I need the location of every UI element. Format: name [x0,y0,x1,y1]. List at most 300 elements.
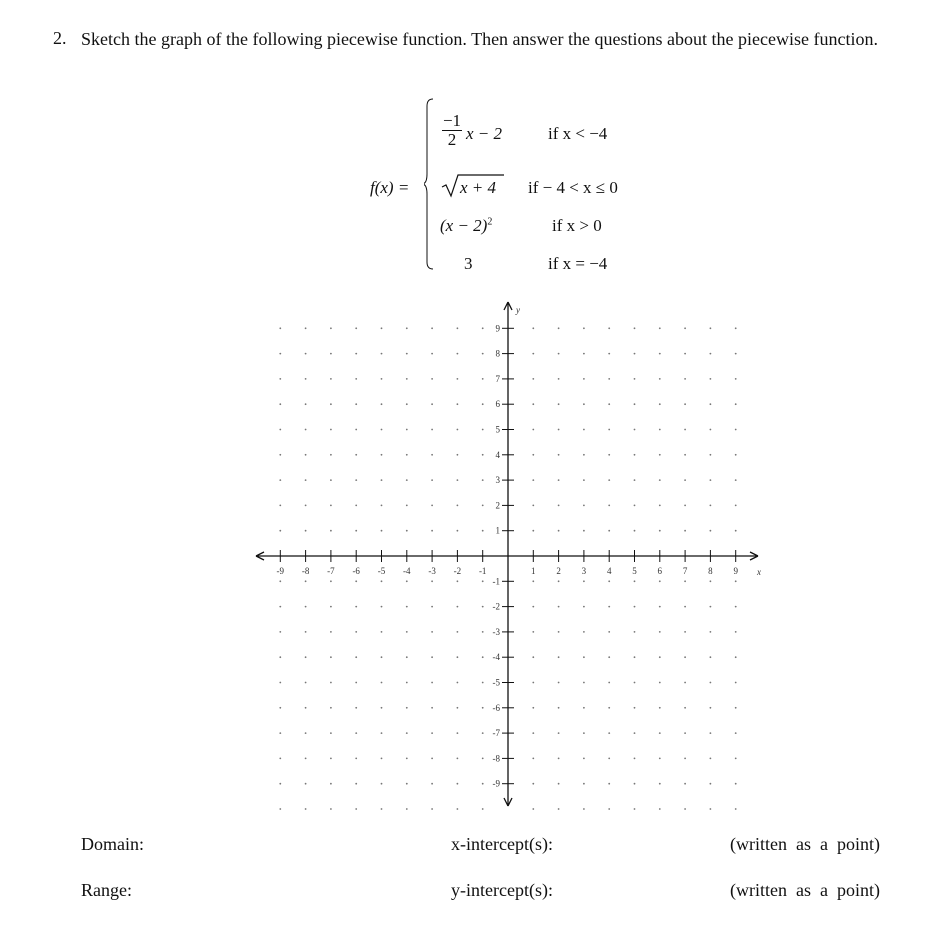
grid-dot [406,378,408,380]
grid-dot [355,505,357,507]
grid-dot [406,758,408,760]
grid-dot [482,327,484,329]
grid-dot [482,580,484,582]
y-tick-label: 8 [495,348,500,359]
grid-dot [431,479,433,481]
grid-dot [684,707,686,709]
grid-dot [735,530,737,532]
grid-dot [558,429,560,431]
grid-dot [330,783,332,785]
grid-dot [355,403,357,405]
y-tick-label: -2 [492,601,500,612]
grid-dot [305,403,307,405]
grid-dot [735,707,737,709]
grid-dot [457,429,459,431]
grid-dot [482,606,484,608]
grid-dot [710,758,712,760]
grid-dot [608,378,610,380]
grid-dot [608,353,610,355]
y-axis-label: y [516,305,520,315]
grid-dot [659,707,661,709]
grid-dot [634,606,636,608]
grid-dot [279,758,281,760]
grid-dot [532,353,534,355]
grid-dot [558,606,560,608]
grid-dot [710,732,712,734]
grid-dot [608,454,610,456]
y-tick-label: 4 [495,449,500,460]
grid-dot [684,353,686,355]
grid-dot [482,682,484,684]
grid-dot [381,682,383,684]
grid-dot [431,580,433,582]
y-tick-label: 1 [495,525,500,536]
piece-3-base: (x − 2) [440,216,488,235]
grid-dot [735,505,737,507]
grid-dot [583,631,585,633]
grid-dot [305,429,307,431]
grid-dot [431,783,433,785]
grid-dot [279,606,281,608]
grid-dot [330,758,332,760]
grid-dot [330,378,332,380]
grid-dot [406,606,408,608]
grid-dot [355,758,357,760]
grid-dot [532,530,534,532]
grid-dot [431,631,433,633]
grid-dot [431,732,433,734]
grid-dot [279,378,281,380]
grid-dot [532,783,534,785]
grid-dot [431,606,433,608]
grid-dot [659,327,661,329]
grid-dot [634,732,636,734]
grid-dot [735,580,737,582]
grid-dot [355,707,357,709]
grid-dot [659,353,661,355]
grid-dot [381,656,383,658]
grid-dot [457,707,459,709]
grid-dot [532,656,534,658]
grid-dot [381,479,383,481]
y-tick-label: -5 [492,677,500,688]
grid-dot [558,530,560,532]
y-tick-label: -6 [492,702,500,713]
grid-dot [735,808,737,810]
grid-dot [634,403,636,405]
grid-dot [583,758,585,760]
grid-dot [659,631,661,633]
grid-dot [659,656,661,658]
grid-dot [558,758,560,760]
grid-dot [381,378,383,380]
grid-dot [381,429,383,431]
grid-dot [608,327,610,329]
grid-dot [558,454,560,456]
grid-dot [558,327,560,329]
grid-dot [330,707,332,709]
grid-dot [330,732,332,734]
grid-dot [684,505,686,507]
grid-dot [330,530,332,532]
grid-dot [381,606,383,608]
grid-dot [634,631,636,633]
grid-dot [431,505,433,507]
grid-dot [634,327,636,329]
grid-dot [659,732,661,734]
grid-dot [558,707,560,709]
grid-dot [457,656,459,658]
grid-dot [608,429,610,431]
grid-dot [583,530,585,532]
grid-dot [608,758,610,760]
grid-dot [305,580,307,582]
grid-dot [431,707,433,709]
grid-dot [457,327,459,329]
grid-dot [532,454,534,456]
grid-dot [381,505,383,507]
grid-dot [482,656,484,658]
grid-dot [406,429,408,431]
x-tick-label: 8 [708,566,713,576]
grid-dot [735,682,737,684]
grid-dot [558,682,560,684]
grid-dot [406,479,408,481]
x-tick-label: 3 [581,566,587,576]
grid-dot [735,783,737,785]
grid-dot [330,353,332,355]
grid-dot [457,479,459,481]
grid-dot [608,479,610,481]
grid-dot [583,707,585,709]
x-tick-label: -9 [276,566,285,576]
grid-dot [735,631,737,633]
piece-1-numerator: −1 [442,111,462,130]
grid-dot [305,378,307,380]
grid-dot [684,808,686,810]
grid-dot [305,732,307,734]
grid-dot [634,353,636,355]
grid-dot [431,403,433,405]
grid-dot [735,327,737,329]
grid-dot [330,631,332,633]
x-tick-label: 5 [632,566,637,576]
grid-dot [457,580,459,582]
grid-dot [279,505,281,507]
grid-dot [684,530,686,532]
grid-dot [608,580,610,582]
grid-dot [482,429,484,431]
piece-1-condition: if x < −4 [548,124,608,143]
grid-dot [482,505,484,507]
grid-dot [634,656,636,658]
grid-dot [608,783,610,785]
grid-dot [355,429,357,431]
grid-dot [684,606,686,608]
x-tick-label: -4 [403,566,411,576]
grid-dot [431,353,433,355]
grid-dot [710,530,712,532]
function-label: f(x) = [370,178,410,197]
x-intercepts-label: x-intercept(s): [451,834,553,854]
grid-dot [381,631,383,633]
grid-dot [634,783,636,785]
grid-dot [431,758,433,760]
grid-dot [279,403,281,405]
grid-dot [659,606,661,608]
grid-dot [381,454,383,456]
domain-label: Domain: [81,834,144,854]
grid-dot [457,403,459,405]
grid-dot [684,732,686,734]
grid-dot [583,403,585,405]
grid-dot [330,580,332,582]
piece-2-expression: x + 4 [460,178,497,197]
grid-dot [710,580,712,582]
grid-dot [381,530,383,532]
grid-dot [457,606,459,608]
grid-dot [406,631,408,633]
grid-dot [659,429,661,431]
x-tick-label: 1 [531,566,536,576]
grid-dot [634,378,636,380]
grid-dot [279,732,281,734]
grid-dot [684,580,686,582]
y-tick-label: -9 [492,778,500,789]
grid-dot [532,732,534,734]
grid-dot [406,682,408,684]
grid-dot [735,403,737,405]
grid-dot [583,353,585,355]
piece-3-exponent: 2 [487,216,493,228]
grid-dot [583,682,585,684]
grid-dot [279,353,281,355]
grid-dot [684,454,686,456]
grid-dot [355,783,357,785]
grid-dot [406,454,408,456]
grid-dot [355,631,357,633]
grid-dot [659,403,661,405]
grid-dot [305,783,307,785]
grid-dot [330,505,332,507]
grid-dot [659,758,661,760]
grid-dot [532,707,534,709]
grid-dot [279,580,281,582]
grid-dot [558,732,560,734]
grid-dot [305,631,307,633]
grid-dot [482,479,484,481]
grid-dot [634,758,636,760]
grid-dot [406,656,408,658]
y-tick-label: -3 [492,626,500,637]
grid-dot [608,707,610,709]
grid-dot [532,631,534,633]
x-tick-label: 2 [556,566,561,576]
grid-dot [735,479,737,481]
grid-dot [406,353,408,355]
grid-dot [710,656,712,658]
point-note-x: (written as a point) [730,834,880,854]
grid-dot [355,656,357,658]
grid-dot [305,530,307,532]
grid-dot [330,327,332,329]
grid-dot [330,682,332,684]
grid-dot [457,758,459,760]
grid-dot [583,808,585,810]
grid-dot [684,631,686,633]
x-tick-label: -5 [377,566,386,576]
grid-dot [381,758,383,760]
grid-dot [659,808,661,810]
grid-dot [381,403,383,405]
grid-dot [532,580,534,582]
grid-dot [457,378,459,380]
grid-dot [710,505,712,507]
grid-dot [381,707,383,709]
grid-dot [482,403,484,405]
grid-dot [532,327,534,329]
y-intercepts-label: y-intercept(s): [451,880,553,900]
grid-dot [583,327,585,329]
grid-dot [431,327,433,329]
grid-dot [659,378,661,380]
grid-dot [457,353,459,355]
grid-dot [583,656,585,658]
grid-dot [355,353,357,355]
grid-dot [684,429,686,431]
grid-dot [406,403,408,405]
grid-dot [659,479,661,481]
x-tick-label: 6 [657,566,663,576]
grid-dot [431,429,433,431]
grid-dot [457,732,459,734]
grid-dot [532,758,534,760]
grid-dot [279,327,281,329]
point-note-y: (written as a point) [730,880,880,900]
grid-dot [710,707,712,709]
y-tick-label: -7 [492,728,500,739]
grid-dot [608,732,610,734]
grid-dot [558,631,560,633]
grid-dot [583,505,585,507]
grid-dot [305,758,307,760]
y-tick-label: -4 [492,652,500,663]
grid-dot [457,454,459,456]
grid-dot [532,479,534,481]
grid-dot [457,530,459,532]
grid-dot [305,707,307,709]
grid-dot [558,783,560,785]
grid-dot [608,530,610,532]
grid-dot [381,808,383,810]
grid-dot [431,530,433,532]
y-tick-label: 3 [495,475,500,486]
grid-dot [482,530,484,532]
grid-dot [406,732,408,734]
grid-dot [634,454,636,456]
grid-dot [330,656,332,658]
grid-dot [381,580,383,582]
grid-dot [659,580,661,582]
grid-dot [330,808,332,810]
grid-dot [558,479,560,481]
piece-2-condition: if − 4 < x ≤ 0 [528,178,618,197]
grid-dot [482,353,484,355]
grid-dot [406,580,408,582]
x-tick-label: -1 [478,566,487,576]
grid-dot [381,783,383,785]
grid-dot [532,808,534,810]
grid-dot [710,378,712,380]
grid-dot [583,606,585,608]
x-tick-label: -2 [453,566,462,576]
grid-dot [735,606,737,608]
grid-dot [406,808,408,810]
grid-dot [684,682,686,684]
grid-dot [710,682,712,684]
grid-dot [355,378,357,380]
grid-dot [431,808,433,810]
grid-dot [659,454,661,456]
grid-dot [355,606,357,608]
grid-dot [482,732,484,734]
grid-dot [684,479,686,481]
grid-dot [355,580,357,582]
grid-dot [735,353,737,355]
x-tick-label: -6 [352,566,360,576]
y-tick-label: -1 [492,576,500,587]
grid-dot [710,783,712,785]
grid-dot [305,808,307,810]
grid-dot [482,808,484,810]
grid-dot [710,327,712,329]
grid-dot [659,682,661,684]
grid-dot [558,403,560,405]
y-tick-label: 7 [495,373,500,384]
grid-dot [305,353,307,355]
grid-dot [330,403,332,405]
grid-dot [279,707,281,709]
grid-dot [279,783,281,785]
x-tick-label: 4 [606,566,612,576]
grid-dot [330,454,332,456]
grid-dot [735,758,737,760]
grid-dot [684,403,686,405]
grid-dot [558,656,560,658]
grid-dot [279,682,281,684]
grid-dot [279,656,281,658]
grid-dot [406,530,408,532]
grid-dot [608,682,610,684]
grid-dot [482,707,484,709]
grid-dot [532,378,534,380]
piece-4-condition: if x = −4 [548,254,608,273]
grid-dot [684,378,686,380]
grid-dot [735,378,737,380]
grid-dot [558,353,560,355]
grid-dot [608,606,610,608]
question-number: 2. [53,28,67,48]
grid-dot [381,353,383,355]
x-tick-label: -3 [428,566,436,576]
x-tick-label: 9 [733,566,738,576]
grid-dot [659,783,661,785]
piece-4-expression: 3 [464,254,473,273]
grid-dot [634,429,636,431]
grid-dot [710,429,712,431]
grid-dot [482,631,484,633]
grid-dot [305,682,307,684]
